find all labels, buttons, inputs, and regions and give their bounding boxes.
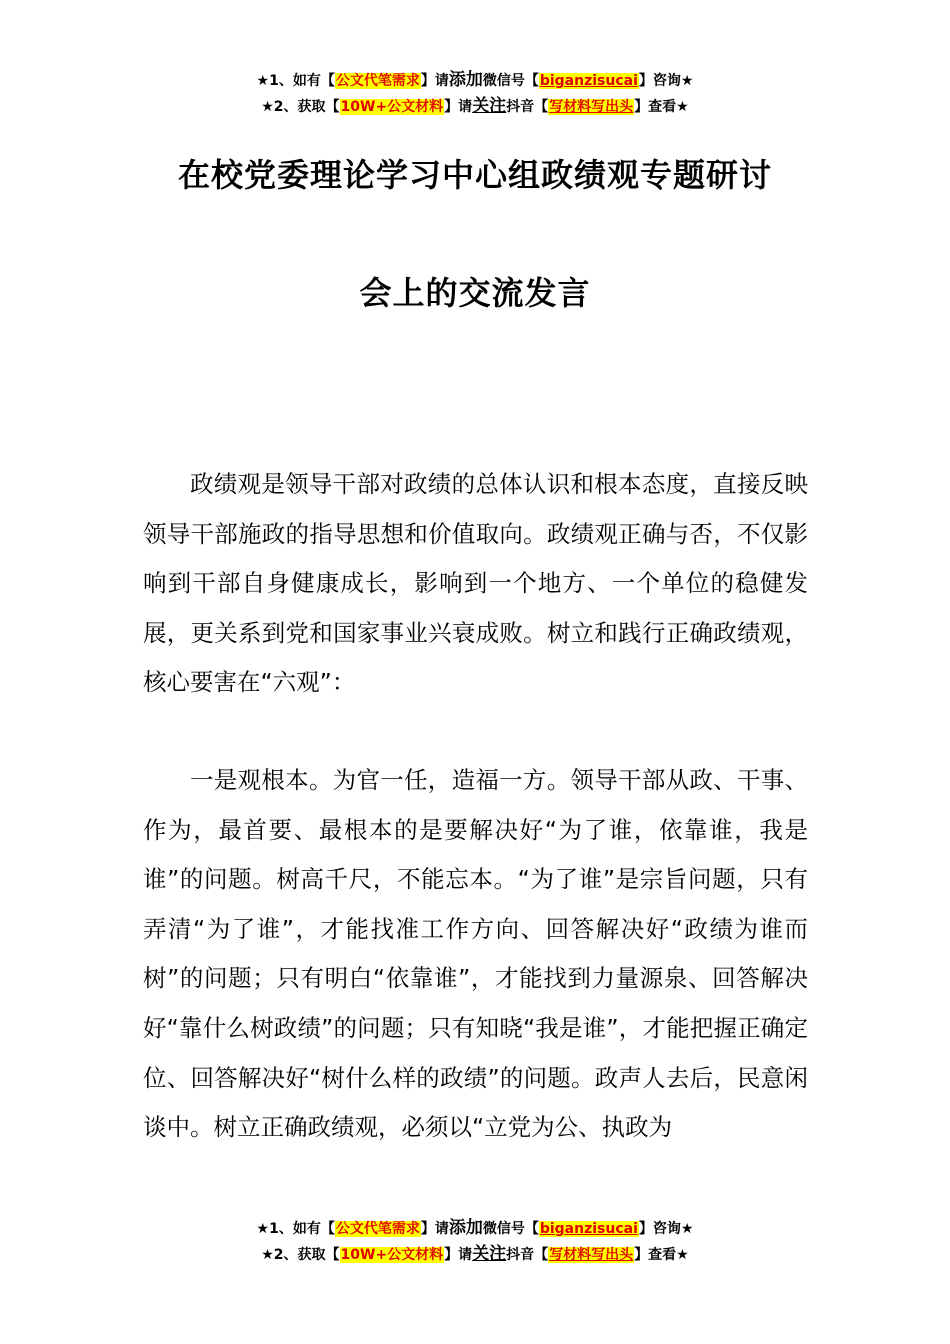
highlight-service: 公文代笔需求 xyxy=(335,1221,420,1237)
banner-text: 】咨询★ xyxy=(638,1221,694,1237)
highlight-douyin-account: 写材料写出头 xyxy=(549,1247,634,1263)
banner-text: 】请 xyxy=(420,73,449,89)
banner-text: ★1、如有【 xyxy=(256,1221,335,1237)
header-banner xyxy=(0,68,950,120)
banner-emphasis: 添加 xyxy=(448,70,483,90)
highlight-materials: 10W+公文材料 xyxy=(340,99,444,115)
banner-text: 微信号【 xyxy=(482,1221,539,1237)
banner-text: 】查看★ xyxy=(634,99,689,115)
banner-text: ★2、获取【 xyxy=(261,1247,340,1263)
banner-text: 】请 xyxy=(444,1247,473,1263)
banner-text: 抖音【 xyxy=(506,99,549,115)
banner-text: 】请 xyxy=(420,1221,449,1237)
banner-text: 微信号【 xyxy=(482,73,539,89)
footer-banner xyxy=(0,1216,950,1268)
banner-text: 】请 xyxy=(444,99,473,115)
banner-text: ★2、获取【 xyxy=(261,99,340,115)
banner-text: 抖音【 xyxy=(506,1247,549,1263)
banner-emphasis: 添加 xyxy=(448,1218,483,1238)
highlight-wechat-id: biganzisucai xyxy=(539,73,638,89)
document-title-line-1: 在校党委理论学习中心组政绩观专题研讨 xyxy=(177,156,772,194)
highlight-wechat-id: biganzisucai xyxy=(539,1221,638,1237)
highlight-douyin-account: 写材料写出头 xyxy=(549,99,634,115)
highlight-materials: 10W+公文材料 xyxy=(340,1247,444,1263)
highlight-service: 公文代笔需求 xyxy=(335,73,420,89)
banner-line-1 xyxy=(0,1216,950,1242)
body-paragraph-intro: 政绩观是领导干部对政绩的总体认识和根本态度，直接反映领导干部施政的指导思想和价值取向。政绩观正确与否，不仅影响到干部自身健康成长，影响到一个地方、一个单位的稳健发展，更关系到党和国家事业兴衰成败。树立和践行正确政绩观，核心要害在“六观”： xyxy=(143,470,808,697)
banner-line-1 xyxy=(0,68,950,94)
body-paragraph-point-one: 一是观根本。为官一任，造福一方。领导干部从政、干事、作为，最首要、最根本的是要解决好“为了谁，依靠谁，我是谁”的问题。树高千尺，不能忘本。“为了谁”是宗旨问题，只有弄清“为了谁”，才能找准工作方向、回答解决好“政绩为谁而树”的问题；只有明白“依靠谁”，才能找到力量源泉、回答解决好“靠什么树政绩”的问题；只有知晓“我是谁”，才能把握正确定位、回答解决好“树什么样的政绩”的问题。政声人去后，民意闲谈中。树立正确政绩观，必须以“立党为公、执政为 xyxy=(143,766,808,1142)
banner-emphasis: 关注 xyxy=(472,96,507,116)
banner-line-2 xyxy=(0,1242,950,1268)
banner-text: ★1、如有【 xyxy=(256,73,335,89)
banner-emphasis: 关注 xyxy=(472,1244,507,1264)
banner-text: 】查看★ xyxy=(634,1247,689,1263)
banner-line-2 xyxy=(0,94,950,120)
banner-text: 】咨询★ xyxy=(638,73,694,89)
document-title-line-2: 会上的交流发言 xyxy=(359,274,591,312)
